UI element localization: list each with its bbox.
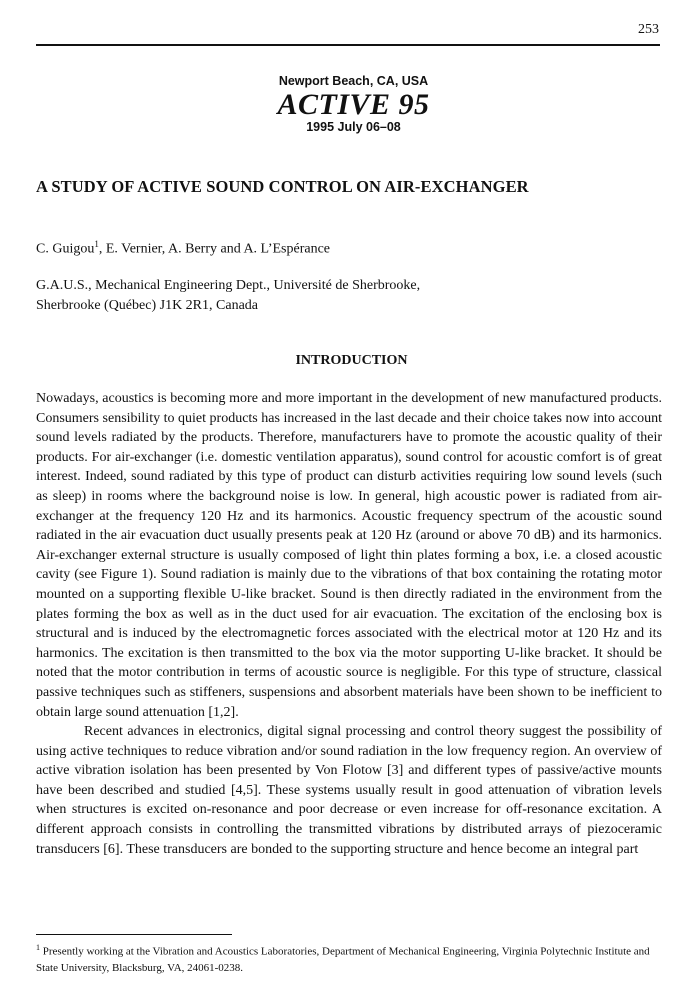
footnote-text: Presently working at the Vibration and Acoustics Laboratories, Department of Mechanical Engineering, Virginia Polytechnic Institute and State University, Blacksburg, VA, 24061-0238.: [36, 945, 650, 974]
section-heading-introduction: INTRODUCTION: [295, 353, 408, 368]
introduction-paragraph-1: Nowadays, acoustics is becoming more and more important in the development of new manufactured products. Consumers sensibility to quiet products has increased in the last decade and their choice takes now into account sound levels radiated by the products. Therefore, manufacturers have to promote the acoustic quality of their products. For air-exchanger (i.e. domestic ventilation apparatus), sound control for acoustic comfort is of great interest. Indeed, sound radiated by this type of product can disturb activities requiring low sound levels (such as sleep) in rooms where the background noise is low. In general, high acoustic power is radiated from air-exchanger at the frequency 120 Hz and its harmonics. Acoustic frequency spectrum of the acoustic sound radiated in the air evacuation duct usually presents peak at 120 Hz (around or above 70 dB) and its harmonics. Air-exchanger external structure is usually composed of light thin plates forming a box, i.e. a closed acoustic cavity (see Figure 1). Sound radiation is mainly due to the vibrations of that box containing the rotating motor mounted on a supporting flexible U-like bracket. Sound is then directly radiated in the environment from the plates forming the box as well as in the duct used for air evacuation. The excitation of the enclosing box is structural and is induced by the electromagnetic forces associated with the electrical motor at 120 Hz and its harmonics. The excitation is then transmitted to the box via the motor supporting U-like bracket. It should be noted that the motor contribution in terms of acoustic source is negligible. For this type of structure, classical passive techniques such as stiffeners, suspensions and absorbent materials have been shown to be inefficient to obtain large sound attenuation [1,2].: [36, 391, 662, 720]
page-number: 253: [638, 22, 659, 37]
footnote-number: 1: [36, 943, 40, 952]
introduction-paragraph-2: Recent advances in electronics, digital signal processing and control theory suggest the possibility of using active techniques to reduce vibration and/or sound radiation in the low frequency region. An overview of active vibration isolation has been presented by Von Flotow [3] and different types of passive/active mounts have been described and studied [4,5]. These systems usually result in good attenuation of vibration levels when structures is excited on-resonance and poor decrease or even increase for off-resonance excitation. A different approach consists in controlling the transmitted vibrations by distributed arrays of piezoceramic transducers [6]. These transducers are bonded to the supporting structure and hence become an integral part: [36, 724, 662, 857]
other-authors: , E. Vernier, A. Berry and A. L’Espérance: [98, 241, 330, 257]
affiliation-line-1: G.A.U.S., Mechanical Engineering Dept., Université de Sherbrooke,: [36, 278, 421, 293]
conference-name: ACTIVE 95: [277, 88, 430, 121]
conference-header: [0, 74, 697, 134]
paper-title: A STUDY OF ACTIVE SOUND CONTROL ON AIR-EXCHANGER: [36, 177, 529, 196]
first-author: C. Guigou: [36, 241, 95, 257]
conference-location: Newport Beach, CA, USA: [278, 74, 429, 88]
affiliation: [36, 276, 420, 316]
affiliation-line-2: Sherbrooke (Québec) J1K 2R1, Canada: [36, 298, 258, 313]
conference-dates: 1995 July 06–08: [306, 120, 401, 134]
author-list: [36, 239, 330, 258]
footnote-marker: 1: [94, 239, 99, 249]
header-rule: [36, 44, 660, 46]
footnote: [36, 940, 662, 976]
introduction-body: [36, 389, 662, 859]
footnote-rule: [36, 934, 232, 935]
